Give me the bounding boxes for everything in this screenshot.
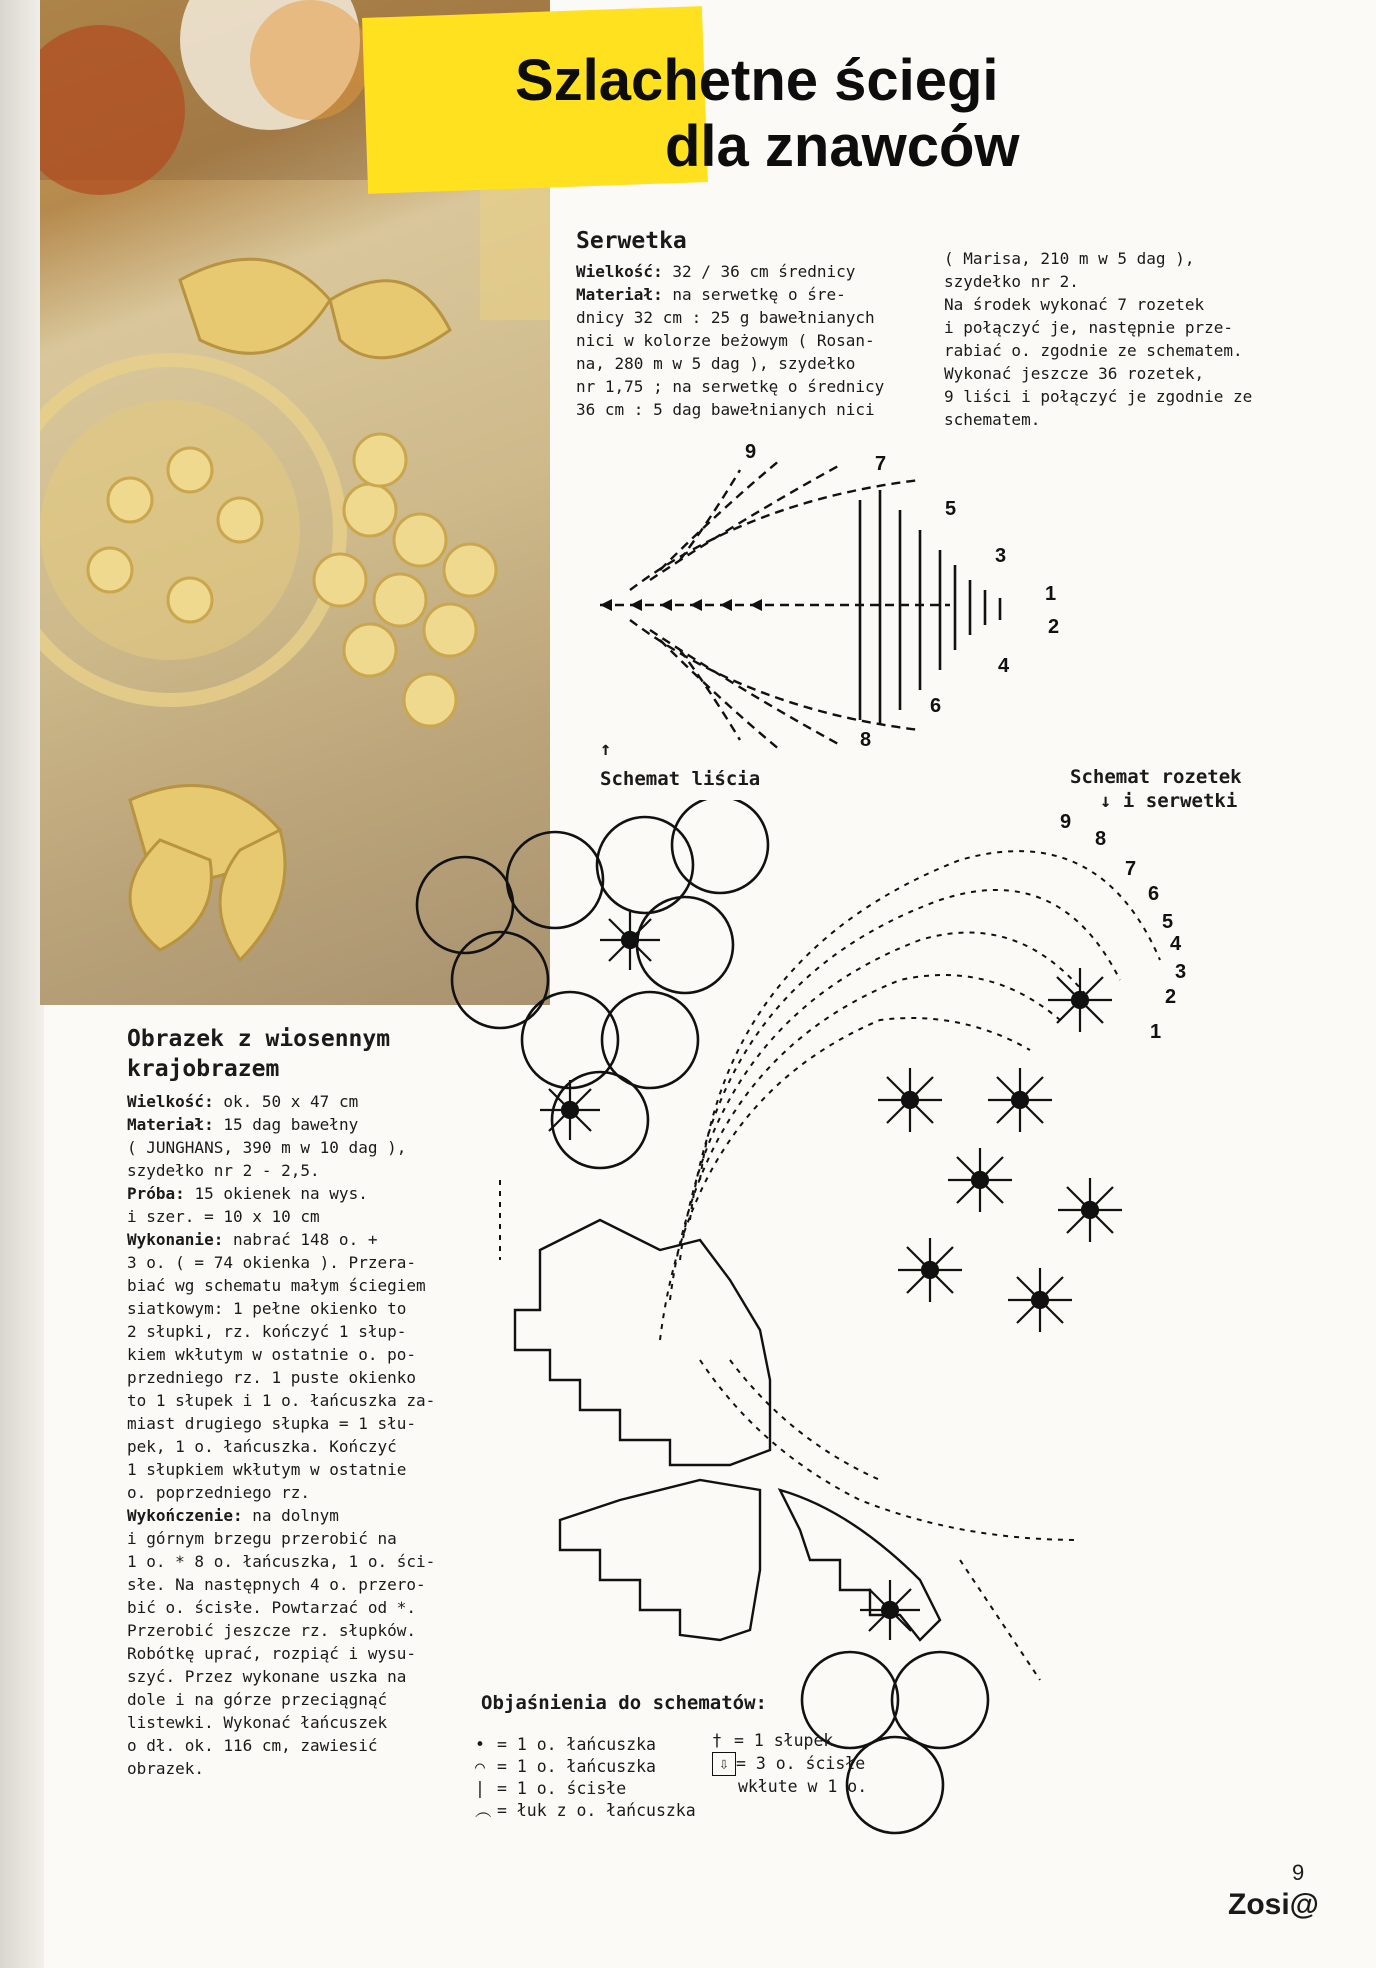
rosette-row-label: 2 — [1165, 986, 1177, 1008]
leaf-outline — [560, 1480, 760, 1640]
legend-left-column — [475, 1734, 725, 1822]
obrazek-finish-label: Wykończenie: — [127, 1506, 243, 1525]
obrazek-exec-line: siatkowym: 1 pełne okienko to — [127, 1299, 407, 1318]
obrazek-exec-line: miast drugiego słupka = 1 słu- — [127, 1414, 416, 1433]
rosette-row-label: 9 — [1060, 811, 1072, 833]
legend-item — [475, 1778, 725, 1800]
obrazek-finish-line: i górnym brzegu przerobić na — [127, 1529, 397, 1548]
obrazek-size-label: Wielkość: — [127, 1092, 214, 1111]
obrazek-finish-line: o dł. ok. 116 cm, zawiesić — [127, 1736, 378, 1755]
signature: Zosi@ — [1228, 1888, 1319, 1921]
leaf-row-label: 7 — [875, 453, 887, 475]
rosette-scheme-caption-2: i serwetki — [1122, 790, 1238, 812]
serwetka-col1-line: na serwetkę o śre- — [672, 285, 846, 304]
obrazek-exec-label: Wykonanie: — [127, 1230, 224, 1249]
obrazek-material-value: 15 dag bawełny — [223, 1115, 359, 1134]
legend-item — [712, 1730, 912, 1752]
leaf-scheme-arrow: ↑ — [600, 738, 612, 760]
serwetka-col2-line: szydełko nr 2. — [944, 272, 1079, 291]
grape-circle — [522, 992, 618, 1088]
legend-item — [475, 1756, 725, 1778]
grape-circle — [672, 800, 768, 893]
rosette-scheme-arrow: ↓ — [1100, 790, 1112, 812]
legend-text: = łuk z o. łańcuszka — [497, 1801, 696, 1820]
obrazek-exec-line: biać wg schematu małym ściegiem — [127, 1276, 426, 1295]
obrazek-heading-1: Obrazek z wiosennym — [127, 1026, 391, 1052]
legend-text: = 1 o. łańcuszka — [497, 1757, 656, 1776]
leaf-row-label: 1 — [1045, 583, 1057, 605]
serwetka-col2-line: schematem. — [944, 410, 1041, 429]
rosette — [898, 1238, 962, 1302]
leaf-row-label: 6 — [930, 695, 942, 717]
leaf-row-label: 4 — [998, 655, 1010, 677]
rosette-scheme-caption-1: Schemat rozetek — [1070, 766, 1242, 788]
obrazek-finish-line: obrazek. — [127, 1759, 205, 1778]
leaf-scheme-caption: Schemat liścia — [600, 768, 761, 790]
grape-circle — [417, 857, 513, 953]
title-line-2: dla znawców — [665, 114, 1020, 179]
serwetka-col2-line: rabiać o. zgodnie ze schematem. — [944, 341, 1243, 360]
obrazek-finish-line: dole i na górze przeciągnąć — [127, 1690, 388, 1709]
legend-text: wkłute w 1 o. — [738, 1777, 868, 1796]
serwetka-column-2 — [944, 247, 1274, 431]
page-binding-edge — [0, 0, 44, 1968]
obrazek-material-line: ( JUNGHANS, 390 m w 10 dag ), — [127, 1138, 407, 1157]
obrazek-finish-value: na dolnym — [252, 1506, 339, 1525]
leaf-outline — [780, 1490, 940, 1640]
obrazek-finish-line: listewki. Wykonać łańcuszek — [127, 1713, 388, 1732]
serwetka-col2-line: 9 liści i połączyć je zgodnie ze — [944, 387, 1253, 406]
rosette — [878, 1068, 942, 1132]
rosette — [860, 1580, 920, 1640]
chain-loop-symbol: ︵ — [475, 1801, 492, 1820]
obrazek-exec-line: 3 o. ( = 74 okienka ). Przera- — [127, 1253, 416, 1272]
rosette-row-label: 5 — [1162, 911, 1174, 933]
obrazek-exec-line: to 1 słupek i 1 o. łańcuszka za- — [127, 1391, 436, 1410]
serwetka-col1-line: na, 280 m w 5 dag ), szydełko — [576, 354, 856, 373]
obrazek-finish-line: słe. Na następnych 4 o. przero- — [127, 1575, 426, 1594]
serwetka-col2-line: ( Marisa, 210 m w 5 dag ), — [944, 249, 1195, 268]
rosette-row-label: 4 — [1170, 933, 1182, 955]
three-sc-in-one-symbol: ⇩ — [712, 1752, 736, 1776]
rosette — [948, 1148, 1012, 1212]
legend-item — [475, 1800, 725, 1822]
serwetka-col1-line: dnicy 32 cm : 25 g bawełnianych — [576, 308, 875, 327]
serwetka-col1-line: 36 cm : 5 dag bawełnianych nici — [576, 400, 875, 419]
leaf-row-label: 2 — [1048, 616, 1060, 638]
obrazek-sample-line: i szer. = 10 x 10 cm — [127, 1207, 320, 1226]
legend-item — [712, 1752, 912, 1776]
rosette — [540, 1080, 600, 1140]
leaf-scheme-diagram — [590, 440, 1070, 760]
obrazek-section — [127, 1024, 462, 1780]
grape-circle — [452, 932, 548, 1028]
rosette — [988, 1068, 1052, 1132]
legend-item — [712, 1776, 912, 1798]
serwetka-material-label: Materiał: — [576, 285, 663, 304]
obrazek-material-label: Materiał: — [127, 1115, 214, 1134]
obrazek-finish-line: Robótkę uprać, rozpiąć i wysu- — [127, 1644, 416, 1663]
legend — [481, 1692, 961, 1714]
double-crochet-symbol: † — [712, 1731, 722, 1750]
rosette — [600, 910, 660, 970]
obrazek-finish-line: bić o. ścisłe. Powtarzać od *. — [127, 1598, 416, 1617]
leaf-outline — [515, 1220, 770, 1465]
serwetka-col2-line: i połączyć je, następnie prze- — [944, 318, 1233, 337]
rosette-row-label: 1 — [1150, 1021, 1162, 1043]
obrazek-exec-line: pek, 1 o. łańcuszka. Kończyć — [127, 1437, 397, 1456]
legend-text: = 1 o. łańcuszka — [497, 1735, 656, 1754]
obrazek-finish-line: szyć. Przez wykonane uszka na — [127, 1667, 407, 1686]
serwetka-size-value: 32 / 36 cm średnicy — [672, 262, 856, 281]
legend-heading: Objaśnienia do schematów: — [481, 1692, 767, 1714]
leaf-row-label: 9 — [745, 441, 757, 463]
serwetka-heading: Serwetka — [576, 228, 687, 254]
serwetka-section — [576, 228, 906, 421]
legend-right-column — [712, 1730, 912, 1798]
obrazek-size-value: ok. 50 x 47 cm — [223, 1092, 359, 1111]
obrazek-finish-line: 1 o. * 8 o. łańcuszka, 1 o. ści- — [127, 1552, 436, 1571]
chain-arc-symbol: ⌒ — [475, 1757, 485, 1776]
grape-circle — [552, 1072, 648, 1168]
leaf-row-label: 3 — [995, 545, 1007, 567]
leaf-row-label: 5 — [945, 498, 957, 520]
page-number: 9 — [1292, 1860, 1305, 1885]
legend-text: = 1 o. ścisłe — [497, 1779, 627, 1798]
serwetka-col1-line: nr 1,75 ; na serwetkę o średnicy — [576, 377, 885, 396]
obrazek-exec-line: 1 słupkiem wkłutym w ostatnie — [127, 1460, 407, 1479]
obrazek-sample-value: 15 okienek na wys. — [194, 1184, 368, 1203]
single-crochet-symbol: | — [475, 1779, 485, 1798]
serwetka-col2-line: Wykonać jeszcze 36 rozetek, — [944, 364, 1205, 383]
rosette-row-label: 6 — [1148, 883, 1160, 905]
grape-circle — [637, 897, 733, 993]
legend-text: = 3 o. ścisłe — [736, 1754, 866, 1773]
legend-text: = 1 słupek — [734, 1731, 834, 1750]
serwetka-size-label: Wielkość: — [576, 262, 663, 281]
obrazek-exec-line: przedniego rz. 1 puste okienko — [127, 1368, 416, 1387]
rosette — [1048, 968, 1112, 1032]
rosette-row-label: 7 — [1125, 858, 1137, 880]
title-line-1: Szlachetne ściegi — [515, 48, 999, 113]
obrazek-sample-label: Próba: — [127, 1184, 185, 1203]
page-title — [515, 48, 1075, 180]
rosette — [1058, 1178, 1122, 1242]
legend-item — [475, 1734, 725, 1756]
rosette — [1008, 1268, 1072, 1332]
obrazek-exec-line: kiem wkłutym w ostatnie o. po- — [127, 1345, 416, 1364]
obrazek-exec-value: nabrać 148 o. + — [232, 1230, 378, 1249]
rosette-row-label: 8 — [1095, 828, 1107, 850]
rosette-row-label: 3 — [1175, 961, 1187, 983]
obrazek-finish-line: Przerobić jeszcze rz. słupków. — [127, 1621, 416, 1640]
obrazek-heading-2: krajobrazem — [127, 1056, 280, 1082]
grape-circle — [507, 832, 603, 928]
chain-stitch-symbol: • — [475, 1735, 485, 1754]
obrazek-exec-line: o. poprzedniego rz. — [127, 1483, 311, 1502]
leaf-row-label: 8 — [860, 729, 872, 751]
obrazek-exec-line: 2 słupki, rz. kończyć 1 słup- — [127, 1322, 407, 1341]
obrazek-material-line: szydełko nr 2 - 2,5. — [127, 1161, 320, 1180]
serwetka-col1-line: nici w kolorze beżowym ( Rosan- — [576, 331, 875, 350]
serwetka-col2-line: Na środek wykonać 7 rozetek — [944, 295, 1205, 314]
